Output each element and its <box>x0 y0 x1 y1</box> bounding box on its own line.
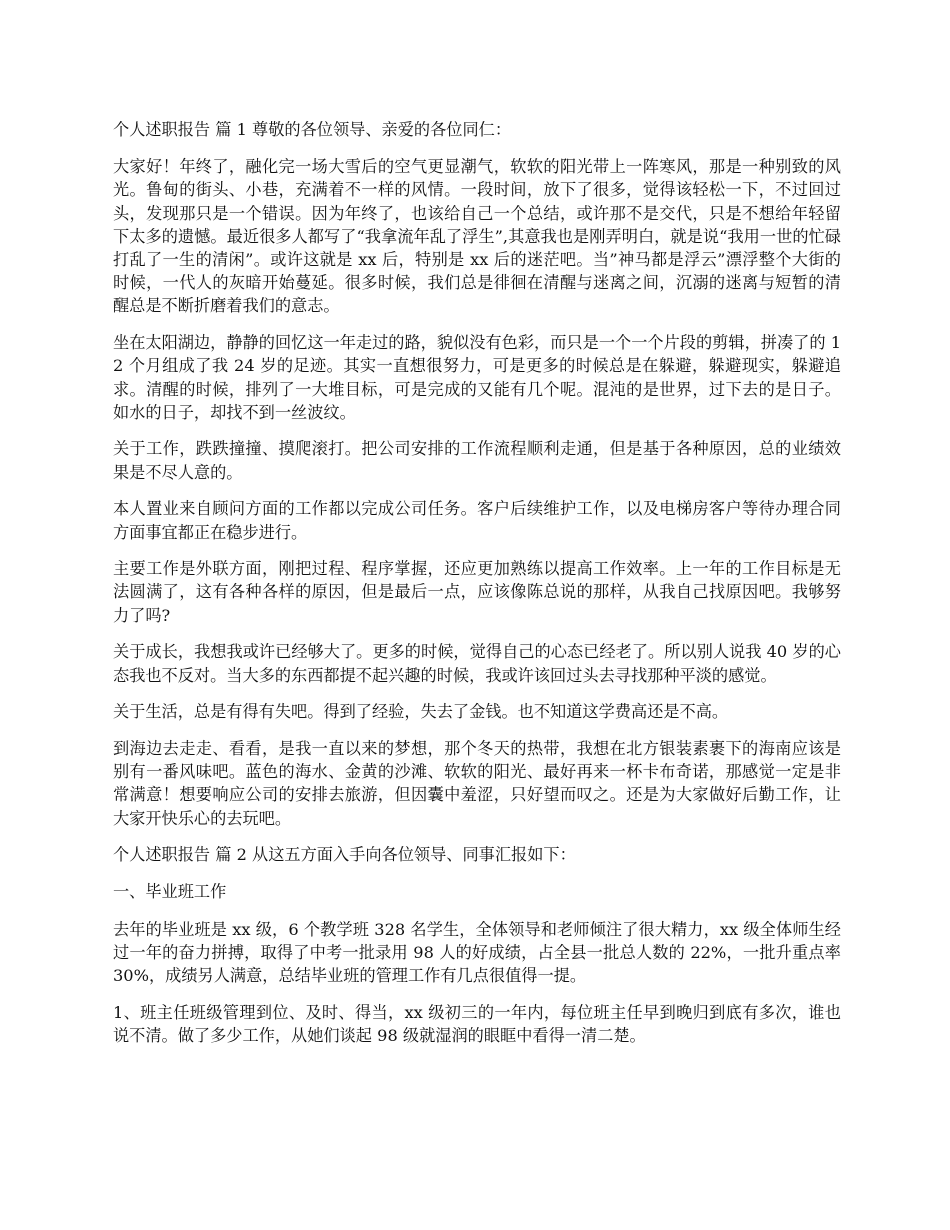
report-2-heading: 个人述职报告 篇 2 从这五方面入手向各位领导、同事汇报如下： <box>113 845 576 865</box>
paragraph-consultant: 本人置业来自顾问方面的工作都以完成公司任务。客户后续维护工作，以及电梯房客户等待办理合同方面事宜都正在稳步进行。 <box>113 499 841 542</box>
document-page <box>113 118 841 1061</box>
paragraph-graduating-class: 去年的毕业班是 xx 级，6 个教学班 328 名学生，全体领导和老师倾注了很大精力，xx 级全体师生经过一年的奋力拼搏，取得了中考一批录用 98 人的好成绩，占全县一批总人数的 22%，一批升重点率 30%，成绩另人满意，总结毕业班的管理工作有几点很值得一提。 <box>113 919 841 986</box>
paragraph-greeting: 大家好！年终了，融化完一场大雪后的空气更显潮气，软软的阳光带上一阵寒风，那是一种别致的风光。鲁甸的街头、小巷，充满着不一样的风情。一段时间，放下了很多，觉得该轻松一下，不过回过头，发现那只是一个错误。因为年终了，也该给自己一个总结，或许那不是交代，只是不想给年轻留下太多的遗憾。最近很多人都写了“我拿流年乱了浮生”,其意我也是刚弄明白，就是说“我用一世的忙碌打乱了一生的清闲”。或许这就是 xx 后，特别是 xx 后的迷茫吧。当”神马都是浮云”漂浮整个大街的时候，一代人的灰暗开始蔓延。很多时候，我们总是徘徊在清醒与迷离之间，沉溺的迷离与短暂的清醒总是不断折磨着我们的意志。 <box>113 157 841 316</box>
paragraph-growth: 关于成长，我想我或许已经够大了。更多的时候，觉得自己的心态已经老了。所以别人说我 40 岁的心态我也不反对。当大多的东西都提不起兴趣的时候，我或许该回过头去寻找那种平淡的感觉。 <box>113 642 841 685</box>
section-graduating-class-heading: 一、毕业班工作 <box>113 882 227 902</box>
report-1-heading: 个人述职报告 篇 1 尊敬的各位领导、亲爱的各位同仁： <box>113 120 512 139</box>
paragraph-seaside: 到海边去走走、看看，是我一直以来的梦想，那个冬天的热带，我想在北方银装素裹下的海南应该是别有一番风味吧。蓝色的海水、金黄的沙滩、软软的阳光、最好再来一杯卡布奇诺，那感觉一定是非常满意！想要响应公司的安排去旅游，但因囊中羞涩，只好望而叹之。还是为大家做好后勤工作，让大家开快乐心的去玩吧。 <box>113 738 841 828</box>
paragraph-class-teachers: 1、班主任班级管理到位、及时、得当，xx 级初三的一年内，每位班主任早到晚归到底有多次，谁也说不清。做了多少工作，从她们谈起 98 级就湿润的眼眶中看得一清二楚。 <box>113 1002 841 1045</box>
paragraph-work: 关于工作，跌跌撞撞、摸爬滚打。把公司安排的工作流程顺利走通，但是基于各种原因，总的业绩效果是不尽人意的。 <box>113 439 841 482</box>
paragraph-life: 关于生活，总是有得有失吧。得到了经验，失去了金钱。也不知道这学费高还是不高。 <box>113 702 729 722</box>
paragraph-reflection: 坐在太阳湖边，静静的回忆这一年走过的路，貌似没有色彩，而只是一个一个片段的剪辑，拼凑了的 12 个月组成了我 24 岁的足迹。其实一直想很努力，可是更多的时候总是在躲避，躲避现实，躲避追求。清醒的时候，排列了一大堆目标，可是完成的又能有几个呢。混沌的是世界，过下去的是日子。如水的日子，却找不到一丝波纹。 <box>113 333 841 422</box>
paragraph-main-work: 主要工作是外联方面，刚把过程、程序掌握，还应更加熟练以提高工作效率。上一年的工作目标是无法圆满了，这有各种各样的原因，但是最后一点，应该像陈总说的那样，从我自己找原因吧。我够努力了吗? <box>113 559 841 625</box>
